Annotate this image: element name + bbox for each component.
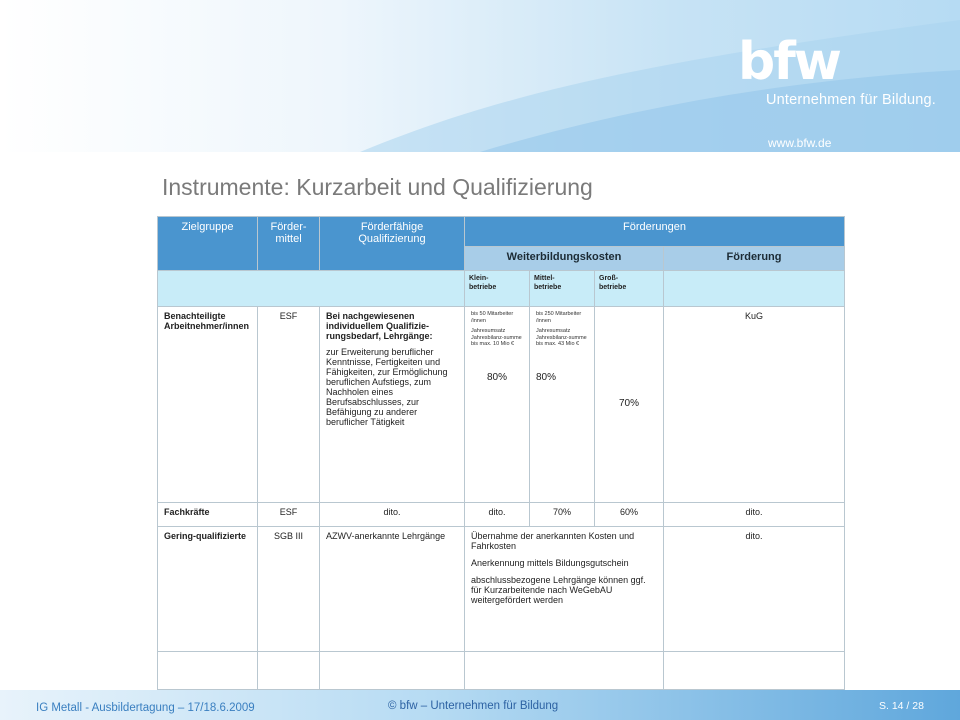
subheader-blank-foerderung — [664, 271, 845, 307]
table-row — [158, 307, 845, 503]
cell-zielgruppe: Benachteiligte Arbeitnehmer/innen — [158, 307, 258, 503]
kosten-line-2: Anerkennung mittels Bildungsgutschein — [471, 558, 629, 568]
empty-cell — [465, 652, 664, 690]
klein-note-staff: bis 50 Mitarbeiter /innen — [471, 311, 514, 324]
table-row — [158, 503, 845, 527]
empty-cell — [320, 652, 465, 690]
klein-note-revenue: Jahresumsatz Jahresbilanz-summe bis max. 10 Mio € — [471, 328, 522, 347]
subheader-blank — [158, 271, 465, 307]
cell-qualifizierung: dito. — [320, 503, 465, 527]
empty-cell — [158, 652, 258, 690]
cell-mittel: SGB III — [258, 527, 320, 652]
mittel-percent: 80% — [536, 371, 557, 383]
cell-weiterbildungskosten — [465, 527, 664, 652]
qualifizierung-intro: Bei nachgewiesenen individuellem Qualifizie-rungsbedarf, Lehrgänge: — [326, 311, 433, 341]
cell-gross: 60% — [595, 503, 664, 527]
cell-klein: dito. — [465, 503, 530, 527]
logo-tagline: Unternehmen für Bildung. — [766, 92, 937, 108]
funding-table — [157, 216, 845, 690]
header-foerderungen: Förderungen — [465, 217, 845, 247]
cell-qualifizierung: AZWV-anerkannte Lehrgänge — [320, 527, 465, 652]
website-link[interactable]: www.bfw.de — [768, 136, 832, 150]
klein-percent: 80% — [486, 371, 507, 383]
cell-foerderung: dito. — [664, 503, 845, 527]
header-zielgruppe: Zielgruppe — [158, 217, 258, 271]
cell-foerderung: KuG — [664, 307, 845, 503]
kosten-line-1: Übernahme der anerkannten Kosten und Fahrkosten — [471, 531, 635, 551]
cell-mittel: ESF — [258, 503, 320, 527]
cell-mittel: ESF — [258, 307, 320, 503]
cell-foerderung: dito. — [664, 527, 845, 652]
header-foerderung: Förderung — [664, 247, 845, 271]
gross-percent: 70% — [618, 398, 639, 409]
empty-cell — [258, 652, 320, 690]
bfw-logo: bfw — [738, 32, 840, 92]
cell-gross — [595, 307, 664, 503]
cell-zielgruppe: Fachkräfte — [158, 503, 258, 527]
table-row — [158, 527, 845, 652]
page-number: S. 14 / 28 — [879, 700, 924, 712]
empty-cell — [664, 652, 845, 690]
subheader-mittel-label: Mittel- betriebe — [534, 275, 562, 291]
header-weiterbildungskosten: Weiterbildungskosten — [465, 247, 664, 271]
cell-qualifizierung — [320, 307, 465, 503]
mittel-note-staff: bis 250 Mitarbeiter /innen — [536, 311, 582, 324]
subheader-gross-label: Groß- betriebe — [599, 275, 627, 291]
cell-mittelbetriebe — [530, 307, 595, 503]
subheader-mittel — [530, 271, 595, 307]
page-title: Instrumente: Kurzarbeit und Qualifizierung — [162, 174, 593, 200]
header-banner — [0, 0, 960, 152]
subheader-klein — [465, 271, 530, 307]
cell-klein — [465, 307, 530, 503]
subheader-klein-label: Klein- betriebe — [469, 275, 497, 291]
subheader-gross — [595, 271, 664, 307]
header-qualifizierung: Förderfähige Qualifizierung — [320, 217, 465, 271]
footer-copyright: © bfw – Unternehmen für Bildung — [388, 700, 559, 712]
cell-mittelbetriebe: 70% — [530, 503, 595, 527]
footer-event: IG Metall - Ausbildertagung – 17/18.6.2009 — [36, 702, 255, 714]
header-foerdermittel — [258, 217, 320, 271]
header-wave-decoration — [360, 0, 960, 152]
kosten-line-3: abschlussbezogene Lehrgänge können ggf. für Kurzarbeitende nach WeGebAU weitergefördert werden — [471, 575, 646, 605]
header-foerdermittel-label: Förder- mittel — [270, 221, 307, 245]
table-row-empty — [158, 652, 845, 690]
cell-zielgruppe: Gering-qualifizierte — [158, 527, 258, 652]
mittel-note-revenue: Jahresumsatz Jahresbilanz-summe bis max. 43 Mio € — [536, 328, 587, 347]
qualifizierung-details: zur Erweiterung beruflicher Kenntnisse, Fertigkeiten und Fähigkeiten, zur Ermöglichung beruflichen Aufstiegs, zum Nachholen eines Berufsabschlusses, zur Befähigung zu anderer beruflicher Tätigkeit — [326, 347, 448, 427]
